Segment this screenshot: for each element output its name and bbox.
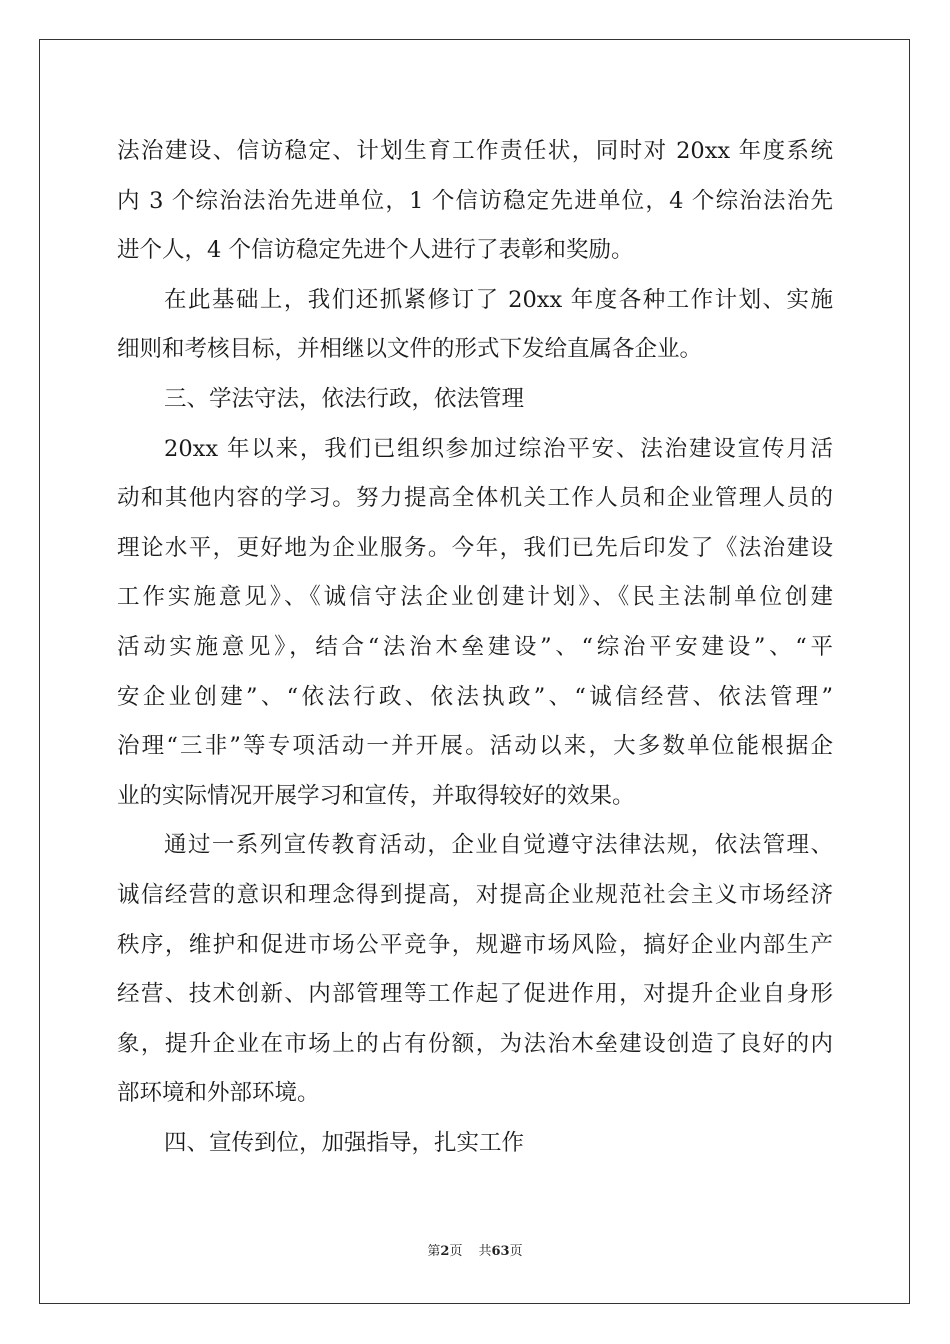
text-line: 安企业创建”、“依法行政、依法执政”、“诚信经营、依法管理”: [117, 683, 833, 710]
text-line: 活动实施意见》，结合“法治木垒建设”、“综治平安建设”、“平: [117, 633, 833, 660]
text-line: 象，提升企业在市场上的占有份额，为法治木垒建设创造了良好的内: [117, 1030, 833, 1057]
text-line: 理论水平，更好地为企业服务。今年，我们已先后印发了《法治建设: [117, 534, 833, 561]
text-line: 内 3 个综治法治先进单位，1 个信访稳定先进单位，4 个综治法治先: [117, 187, 833, 214]
text-line: 业的实际情况开展学习和宣传，并取得较好的效果。: [117, 782, 635, 809]
section-heading: 三、学法守法，依法行政，依法管理: [164, 385, 525, 412]
text-line: 动和其他内容的学习。努力提高全体机关工作人员和企业管理人员的: [117, 485, 833, 512]
text-line: 治理“三非”等专项活动一并开展。活动以来，大多数单位能根据企: [117, 733, 833, 760]
text-line: 进个人，4 个信访稳定先进个人进行了表彰和奖励。: [117, 237, 634, 264]
text-line: 通过一系列宣传教育活动，企业自觉遵守法律法规，依法管理、: [164, 832, 833, 859]
text-line: 工作实施意见》、《诚信守法企业创建计划》、《民主法制单位创建: [117, 584, 833, 611]
page-suffix: 页: [449, 1244, 463, 1259]
text-line: 细则和考核目标，并相继以文件的形式下发给直属各企业。: [117, 336, 703, 363]
text-line: 法治建设、信访稳定、计划生育工作责任状，同时对 20xx 年度系统: [117, 138, 833, 164]
text-line: 诚信经营的意识和理念得到提高，对提高企业规范社会主义市场经济: [117, 881, 833, 908]
total-suffix: 页: [509, 1244, 523, 1259]
section-heading: 四、宣传到位，加强指导，扎实工作: [164, 1129, 525, 1156]
text-line: 在此基础上，我们还抓紧修订了 20xx 年度各种工作计划、实施: [164, 286, 833, 313]
text-line: 经营、技术创新、内部管理等工作起了促进作用，对提升企业自身形: [117, 981, 833, 1008]
document-body: [117, 127, 833, 1168]
current-page-number: 2: [440, 1244, 450, 1259]
text-line: 部环境和外部环境。: [117, 1080, 320, 1107]
page-footer: [0, 1242, 950, 1262]
page-prefix: 第: [427, 1244, 441, 1259]
text-line: 秩序，维护和促进市场公平竞争，规避市场风险，搞好企业内部生产: [117, 931, 833, 958]
total-prefix: 共: [478, 1244, 492, 1259]
total-page-count: 63: [491, 1244, 510, 1259]
text-line: 20xx 年以来，我们已组织参加过综治平安、法治建设宣传月活: [164, 435, 833, 462]
